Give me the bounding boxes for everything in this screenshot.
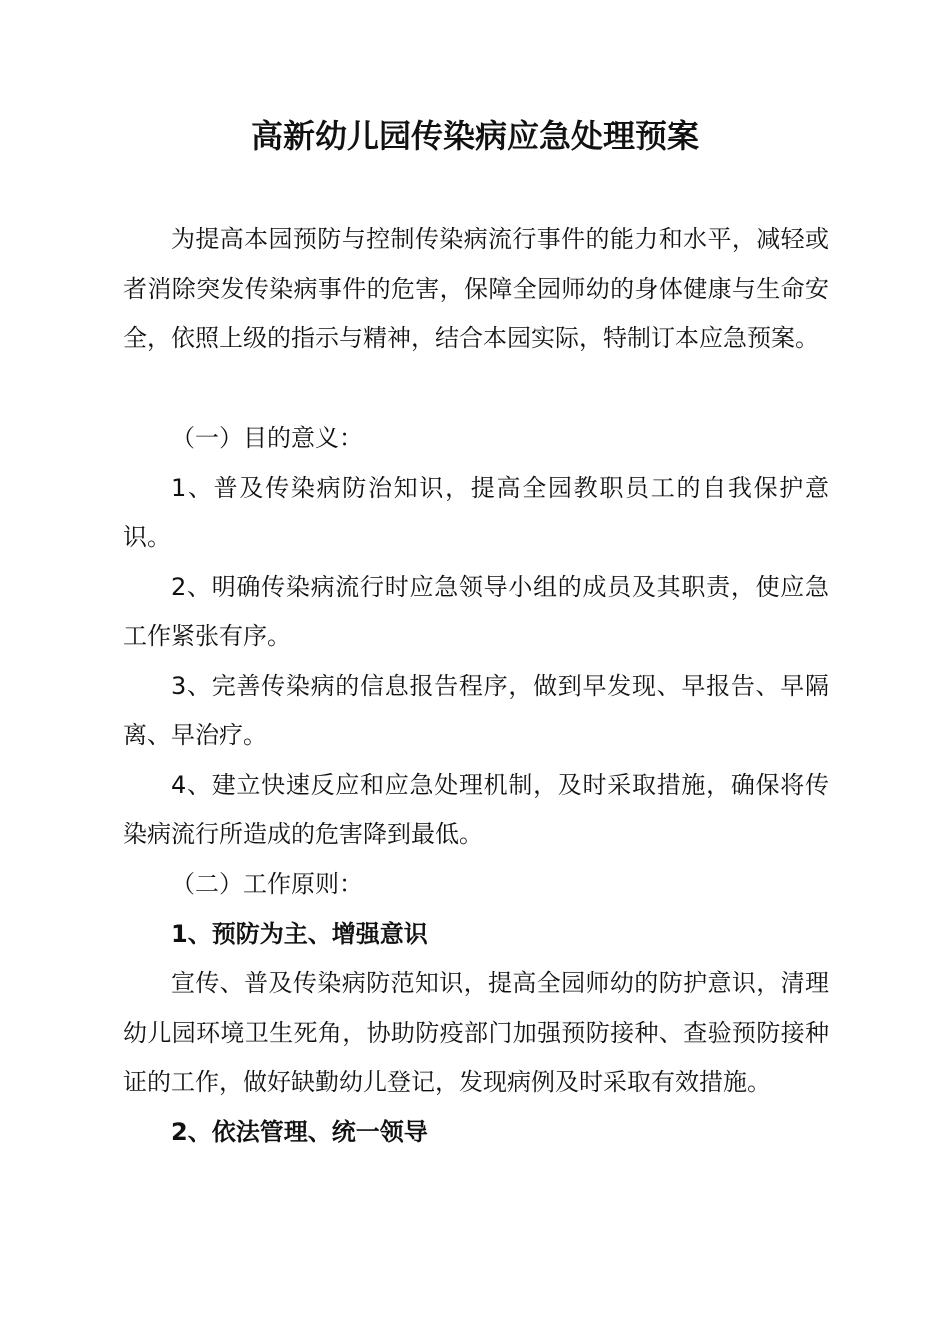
intro-block — [123, 215, 829, 364]
purpose-item-2: 2、明确传染病流行时应急领导小组的成员及其职责，使应急工作紧张有序。 — [123, 572, 829, 650]
principle-1-text: 宣传、普及传染病防范知识，提高全园师幼的防护意识，清理幼儿园环境卫生死角，协助防疫部门加强预防接种、查验预防接种证的工作，做好缺勤幼儿登记，发现病例及时采取有效措施。 — [123, 969, 829, 1096]
section-heading-purpose: （一）目的意义： — [171, 424, 363, 452]
purpose-item-4: 4、建立快速反应和应急处理机制，及时采取措施，确保将传染病流行所造成的危害降到最低。 — [123, 770, 829, 848]
purpose-item-1: 1、普及传染病防治知识，提高全园教职员工的自我保护意识。 — [123, 473, 829, 551]
principle-1-title: 1、预防为主、增强意识 — [171, 919, 428, 948]
section-heading-principles: （二）工作原则： — [171, 870, 363, 898]
document-title: 高新幼儿园传染病应急处理预案 — [250, 117, 699, 155]
principle-2-title: 2、依法管理、统一领导 — [171, 1117, 428, 1146]
section-purpose — [123, 414, 829, 860]
purpose-item-3: 3、完善传染病的信息报告程序，做到早发现、早报告、早隔离、早治疗。 — [123, 671, 829, 749]
section-principles — [123, 860, 829, 1157]
intro-paragraph: 为提高本园预防与控制传染病流行事件的能力和水平，减轻或者消除突发传染病事件的危害，保障全园师幼的身体健康与生命安全，依照上级的指示与精神，结合本园实际，特制订本应急预案。 — [123, 225, 829, 352]
